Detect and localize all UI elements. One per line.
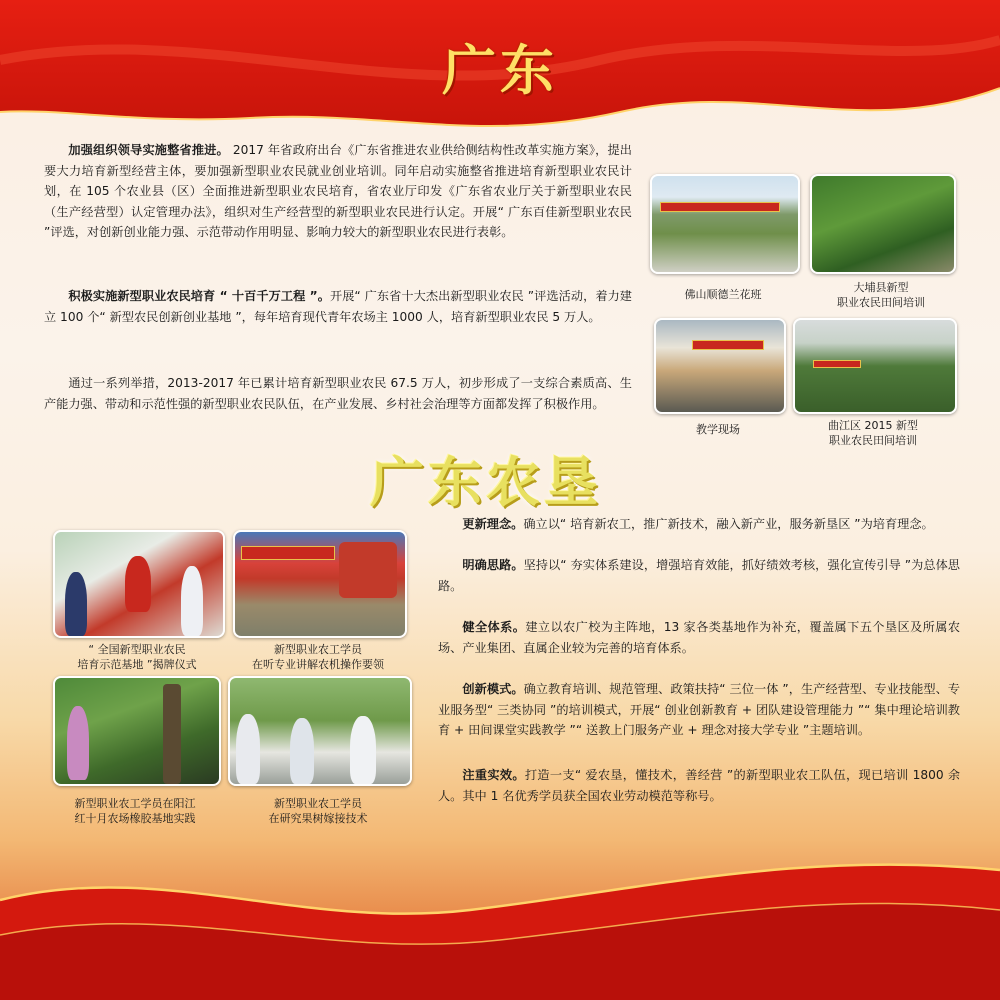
caption-line: 在听专业讲解农机操作要领 <box>252 658 384 671</box>
rubber-tree <box>163 684 181 784</box>
photo-caption <box>228 796 408 826</box>
nongken-item-3 <box>438 617 960 658</box>
photo-banner <box>241 546 335 560</box>
photo-banner <box>660 202 780 212</box>
item-body: 建立以农广校为主阵地，13 家各类基地作为补充，覆盖属下五个垦区及所属农场、产业集团、直属企业较为完善的培育体系。 <box>438 620 961 655</box>
item-lead: 健全体系。 <box>462 620 526 634</box>
item-lead: 注重实效。 <box>462 768 525 782</box>
photo-caption <box>793 418 953 448</box>
paragraph-lead: 加强组织领导实施整省推进。 <box>68 143 229 157</box>
item-lead: 明确思路。 <box>462 558 524 572</box>
person-figure <box>236 714 260 784</box>
person-figure <box>290 718 314 784</box>
guangdong-paragraph-2 <box>44 286 632 327</box>
photo-caption: 佛山顺德兰花班 <box>684 288 762 301</box>
photo-rubber-base-practice <box>53 676 221 786</box>
person-figure <box>350 716 376 784</box>
caption-line: 培育示范基地 ”揭牌仪式 <box>77 658 197 671</box>
red-cloth <box>125 556 151 612</box>
photo-shunde-orchid-class <box>650 174 800 274</box>
item-body: 确立以“ 培育新农工，推广新技术，融入新产业，服务新垦区 ”为培育理念。 <box>523 517 934 531</box>
harvester-machine <box>339 542 397 598</box>
photo-plaque-unveiling <box>53 530 225 638</box>
bottom-red-wave-band <box>0 840 1000 1000</box>
person-figure <box>65 572 87 636</box>
photo-teaching-site <box>654 318 786 414</box>
section-title-guangdong: 广东 <box>442 39 558 102</box>
paragraph-lead: 积极实施新型职业农民培育 “ 十百千万工程 ”。 <box>68 289 330 303</box>
paragraph-body: 开展“ 广东省十大杰出新型职业农民 ”评选活动，着力建立 100 个“ 新型农民创新创业基地 ”，每年培育现代青年农场主 1000 人，培育新型职业农民 5 万人。 <box>44 289 632 324</box>
caption-line: “ 全国新型职业农民 <box>88 643 186 656</box>
caption-line: 新型职业农工学员 <box>274 643 362 656</box>
item-lead: 更新理念。 <box>462 517 524 531</box>
nongken-item-5 <box>438 765 960 806</box>
item-body: 确立教育培训、规范管理、政策扶持“ 三位一体 ”，生产经营型、专业技能型、专业服务型“ 三类协同 ”的培训模式，开展“ 创业创新教育 + 团队建设管理能力 ”“ 集中理论培训教育 + 田间课堂实践教学 ”“ 送教上门服务产业 + 理念对接大学专业 ”主题培训。 <box>438 682 960 737</box>
photo-banner <box>692 340 764 350</box>
photo-caption <box>53 642 221 672</box>
photo-caption: 教学现场 <box>696 423 740 436</box>
caption-line: 新型职业农工学员在阳江 <box>74 797 196 810</box>
person-figure <box>181 566 203 636</box>
paragraph-body: 2017 年省政府出台《广东省推进农业供给侧结构性改革实施方案》，提出要大力培育新型经营主体，要加强新型职业农民就业创业培训。同年启动实施整省推进培育新型职业农民计划，在 105 个农业县（区）全面推进新型职业农民培育，省农业厅印发《广东省农业厅关于新型职业农民（生产经营型）认定管理办法》，组织对生产经营型的新型职业农民进行认定。开展“ 广东百佳新型职业农民 ”评选，对创新创业能力强、示范带动作用明显、影响力较大的新型职业农民进行表彰。 <box>44 143 632 239</box>
caption-line: 红十月农场橡胶基地实践 <box>74 812 196 825</box>
nongken-item-2 <box>438 555 960 596</box>
caption-line: 职业农民田间培训 <box>837 296 925 309</box>
item-lead: 创新模式。 <box>462 682 524 696</box>
guangdong-paragraph-3: 通过一系列举措，2013-2017 年已累计培育新型职业农民 67.5 万人，初步形成了一支综合素质高、生产能力强、带动和示范性强的新型职业农民队伍，在产业发展、乡村社会治理等方面都发挥了积极作用。 <box>44 376 632 411</box>
caption-line: 大埔县新型 <box>853 281 909 294</box>
photo-qujiang-field-training <box>793 318 957 414</box>
caption-line: 新型职业农工学员 <box>274 797 362 810</box>
nongken-item-1 <box>438 514 960 535</box>
photo-caption <box>228 642 408 672</box>
item-body: 坚持以“ 夯实体系建设，增强培育效能，抓好绩效考核，强化宣传引导 ”为总体思路。 <box>438 558 960 593</box>
photo-fruit-tree-grafting <box>228 676 412 786</box>
guangdong-paragraph-1 <box>44 140 632 243</box>
nongken-item-4 <box>438 679 960 741</box>
caption-line: 曲江区 2015 新型 <box>828 419 918 432</box>
photo-dabu-field-training <box>810 174 956 274</box>
photo-farm-machinery-lesson <box>233 530 407 638</box>
caption-line: 在研究果树嫁接技术 <box>268 812 368 825</box>
item-body: 打造一支“ 爱农垦，懂技术，善经营 ”的新型职业农工队伍，现已培训 1800 余人。其中 1 名优秀学员获全国农业劳动模范等称号。 <box>438 768 961 803</box>
section-title-guangdong-nongken: 广东农垦 <box>370 451 602 514</box>
caption-line: 职业农民田间培训 <box>829 434 917 447</box>
photo-caption <box>48 796 222 826</box>
photo-banner <box>813 360 861 368</box>
person-figure <box>67 706 89 780</box>
photo-caption <box>802 280 960 310</box>
